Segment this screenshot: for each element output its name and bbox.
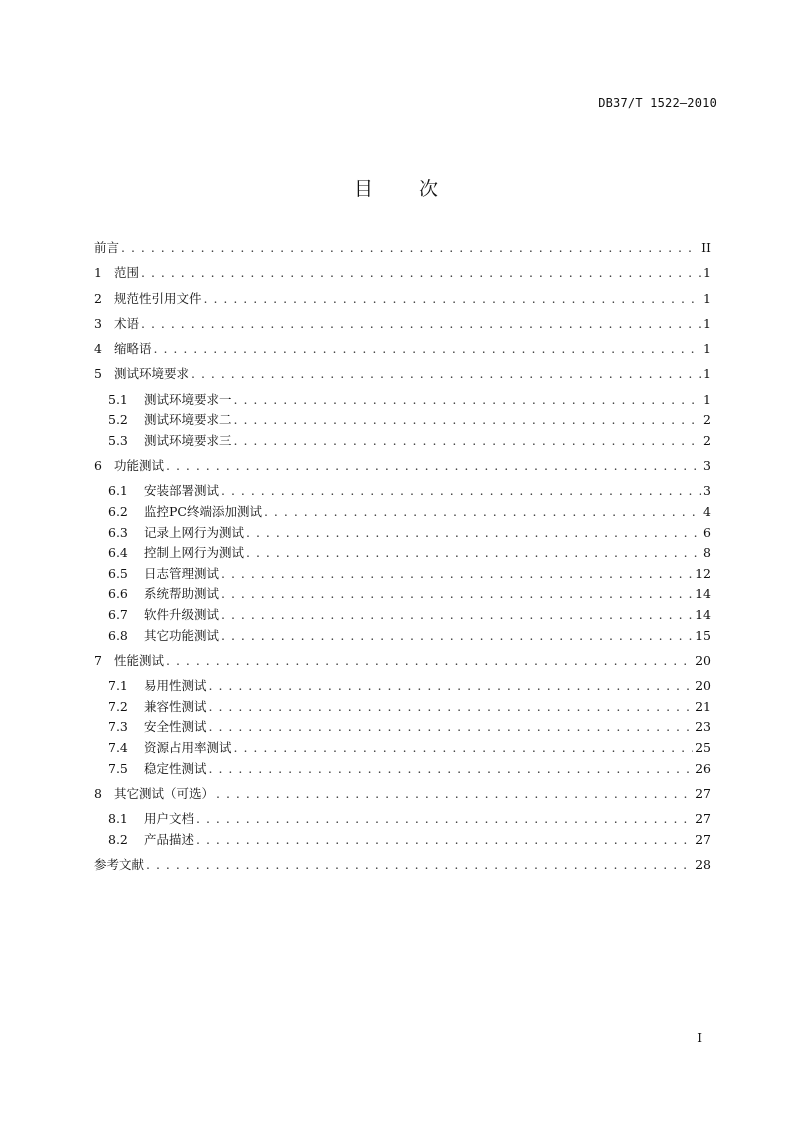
toc-subentry[interactable] bbox=[94, 809, 711, 830]
toc-entry-title: 软件升级测试 bbox=[144, 607, 220, 622]
toc-entry-number: 5.3 bbox=[108, 432, 128, 448]
toc-subentry[interactable] bbox=[94, 759, 711, 780]
toc-subentry[interactable] bbox=[94, 830, 711, 851]
toc-entry-page: 8 bbox=[703, 545, 711, 561]
toc-subentry[interactable] bbox=[94, 390, 711, 411]
toc-entry-title: 用户文档 bbox=[144, 811, 195, 827]
toc-entry-page: 1 bbox=[703, 265, 711, 281]
toc-entry-page: 14 bbox=[695, 607, 711, 622]
toc-entry-page: 6 bbox=[703, 524, 711, 540]
toc-entry-title: 范围 bbox=[114, 265, 140, 281]
toc-entry-page: 12 bbox=[695, 565, 711, 581]
toc-subentry[interactable] bbox=[94, 481, 711, 502]
toc-entry-number: 6.7 bbox=[108, 607, 128, 622]
page-title bbox=[0, 174, 792, 201]
toc-entry-number: 7.5 bbox=[108, 760, 128, 776]
toc-entry-number: 6.8 bbox=[108, 627, 128, 643]
toc-entry-page: 21 bbox=[695, 698, 711, 714]
toc-entry-title: 安装部署测试 bbox=[144, 483, 220, 499]
toc-subentry[interactable] bbox=[94, 717, 711, 738]
toc-entry-page: 25 bbox=[695, 739, 711, 755]
toc-subentry[interactable] bbox=[94, 502, 711, 523]
toc-entry-number: 6.2 bbox=[108, 504, 128, 520]
toc-entry-number: 5.2 bbox=[108, 412, 128, 428]
toc-entry-page: 1 bbox=[703, 366, 711, 382]
toc-entry-number: 8 bbox=[94, 785, 102, 801]
toc-entry-number: 7 bbox=[94, 652, 102, 668]
toc-subentry[interactable] bbox=[94, 523, 711, 544]
toc-entry-page: 3 bbox=[703, 483, 711, 499]
toc-entry-page: 2 bbox=[703, 432, 711, 448]
toc-entry-title: 其它功能测试 bbox=[144, 627, 220, 643]
toc-entry-page: 1 bbox=[703, 341, 711, 357]
toc-entry-number: 7.4 bbox=[108, 739, 128, 755]
toc-entry[interactable] bbox=[94, 339, 711, 360]
toc-subentry[interactable] bbox=[94, 697, 711, 718]
toc-entry-title: 功能测试 bbox=[114, 458, 165, 474]
toc-entry-page: 23 bbox=[695, 719, 711, 735]
toc-entry-title: 资源占用率测试 bbox=[144, 739, 232, 755]
toc-entry-number: 4 bbox=[94, 341, 102, 357]
toc-entry-title: 前言 bbox=[94, 240, 120, 255]
toc-entry-number: 8.1 bbox=[108, 811, 128, 827]
toc-subentry[interactable] bbox=[94, 543, 711, 564]
toc-entry-title: 安全性测试 bbox=[144, 719, 207, 735]
toc-entry[interactable] bbox=[94, 456, 711, 477]
toc-entry[interactable] bbox=[94, 314, 711, 335]
toc-entry-number: 6.4 bbox=[108, 545, 128, 561]
toc-entry-number: 8.2 bbox=[108, 831, 128, 847]
toc-entry-title: 测试环境要求 bbox=[114, 366, 190, 382]
toc-entry-number: 1 bbox=[94, 265, 102, 281]
toc-entry-title: 测试环境要求三 bbox=[144, 432, 232, 448]
toc-entry-page: 3 bbox=[703, 458, 711, 474]
toc-entry-number: 2 bbox=[94, 290, 102, 306]
toc-entry-title: 易用性测试 bbox=[144, 678, 207, 694]
toc-entry-title: 性能测试 bbox=[114, 652, 165, 668]
toc-entry-title: 测试环境要求一 bbox=[144, 391, 232, 407]
toc-entry-title: 兼容性测试 bbox=[144, 698, 207, 714]
toc-subentry[interactable] bbox=[94, 584, 711, 605]
toc-entry-page: 15 bbox=[695, 627, 711, 643]
toc-entry-number: 6.3 bbox=[108, 524, 128, 540]
toc-entry-number: 5.1 bbox=[108, 391, 128, 407]
toc-entry-page: 27 bbox=[695, 831, 711, 847]
toc-subentry[interactable] bbox=[94, 626, 711, 647]
toc-entry-page: 1 bbox=[703, 391, 711, 407]
toc-entry-page: 20 bbox=[695, 652, 711, 668]
toc-entry-number: 5 bbox=[94, 366, 102, 382]
toc-entry-number: 6.6 bbox=[108, 586, 128, 602]
toc-entry-title: 规范性引用文件 bbox=[114, 290, 202, 306]
toc-entry-number: 6.1 bbox=[108, 483, 128, 499]
toc-entry-title: 记录上网行为测试 bbox=[144, 524, 245, 540]
toc-entry-number: 3 bbox=[94, 315, 102, 331]
toc-entry-page: 27 bbox=[695, 785, 711, 801]
toc-entry-page: II bbox=[701, 240, 711, 255]
toc-entry-page: 2 bbox=[703, 412, 711, 428]
toc-entry-page: 1 bbox=[703, 290, 711, 306]
title-char-2: 次 bbox=[419, 178, 439, 200]
toc-entry-title: 测试环境要求二 bbox=[144, 412, 232, 428]
toc-entry-title: 参考文献 bbox=[94, 856, 145, 872]
standard-code: DB37/T 1522—2010 bbox=[598, 96, 717, 110]
toc-entry-page: 1 bbox=[703, 315, 711, 331]
toc-entry-number: 7.3 bbox=[108, 719, 128, 735]
toc-entry-page: 14 bbox=[695, 586, 711, 602]
toc-subentry[interactable] bbox=[94, 676, 711, 697]
toc-entry-number: 7.1 bbox=[108, 678, 128, 694]
toc-subentry[interactable] bbox=[94, 431, 711, 452]
toc-entry[interactable] bbox=[94, 289, 711, 310]
toc-subentry[interactable] bbox=[94, 738, 711, 759]
toc-entry-title: 控制上网行为测试 bbox=[144, 545, 245, 561]
toc-entry-title: 术语 bbox=[114, 315, 140, 331]
table-of-contents bbox=[94, 238, 711, 876]
toc-entry-page: 26 bbox=[695, 760, 711, 776]
toc-entry-title: 系统帮助测试 bbox=[144, 586, 220, 602]
toc-entry-page: 27 bbox=[695, 811, 711, 827]
toc-entry[interactable] bbox=[94, 784, 711, 805]
toc-entry-page: 28 bbox=[695, 856, 711, 872]
toc-entry-title: 监控PC终端添加测试 bbox=[144, 504, 262, 520]
toc-entry-title: 稳定性测试 bbox=[144, 760, 207, 776]
toc-entry[interactable] bbox=[94, 263, 711, 284]
toc-subentry[interactable] bbox=[94, 410, 711, 431]
title-char-1: 目 bbox=[353, 178, 373, 200]
toc-subentry[interactable] bbox=[94, 564, 711, 585]
toc-entry-references[interactable] bbox=[94, 855, 711, 876]
toc-entry[interactable] bbox=[94, 364, 711, 385]
toc-entry-number: 7.2 bbox=[108, 698, 128, 714]
toc-entry-title: 产品描述 bbox=[144, 831, 195, 847]
toc-entry-title: 其它测试（可选） bbox=[114, 785, 215, 801]
toc-entry-page: 4 bbox=[703, 504, 711, 520]
toc-entry[interactable] bbox=[94, 651, 711, 672]
toc-entry-title: 缩略语 bbox=[114, 341, 152, 357]
toc-entry-number: 6.5 bbox=[108, 565, 128, 581]
toc-subentry[interactable] bbox=[94, 605, 711, 626]
page-number: I bbox=[697, 1031, 702, 1045]
toc-entry-title: 日志管理测试 bbox=[144, 565, 220, 581]
toc-entry-number: 6 bbox=[94, 458, 102, 474]
toc-entry-foreword[interactable] bbox=[94, 238, 711, 259]
toc-entry-page: 20 bbox=[695, 678, 711, 694]
